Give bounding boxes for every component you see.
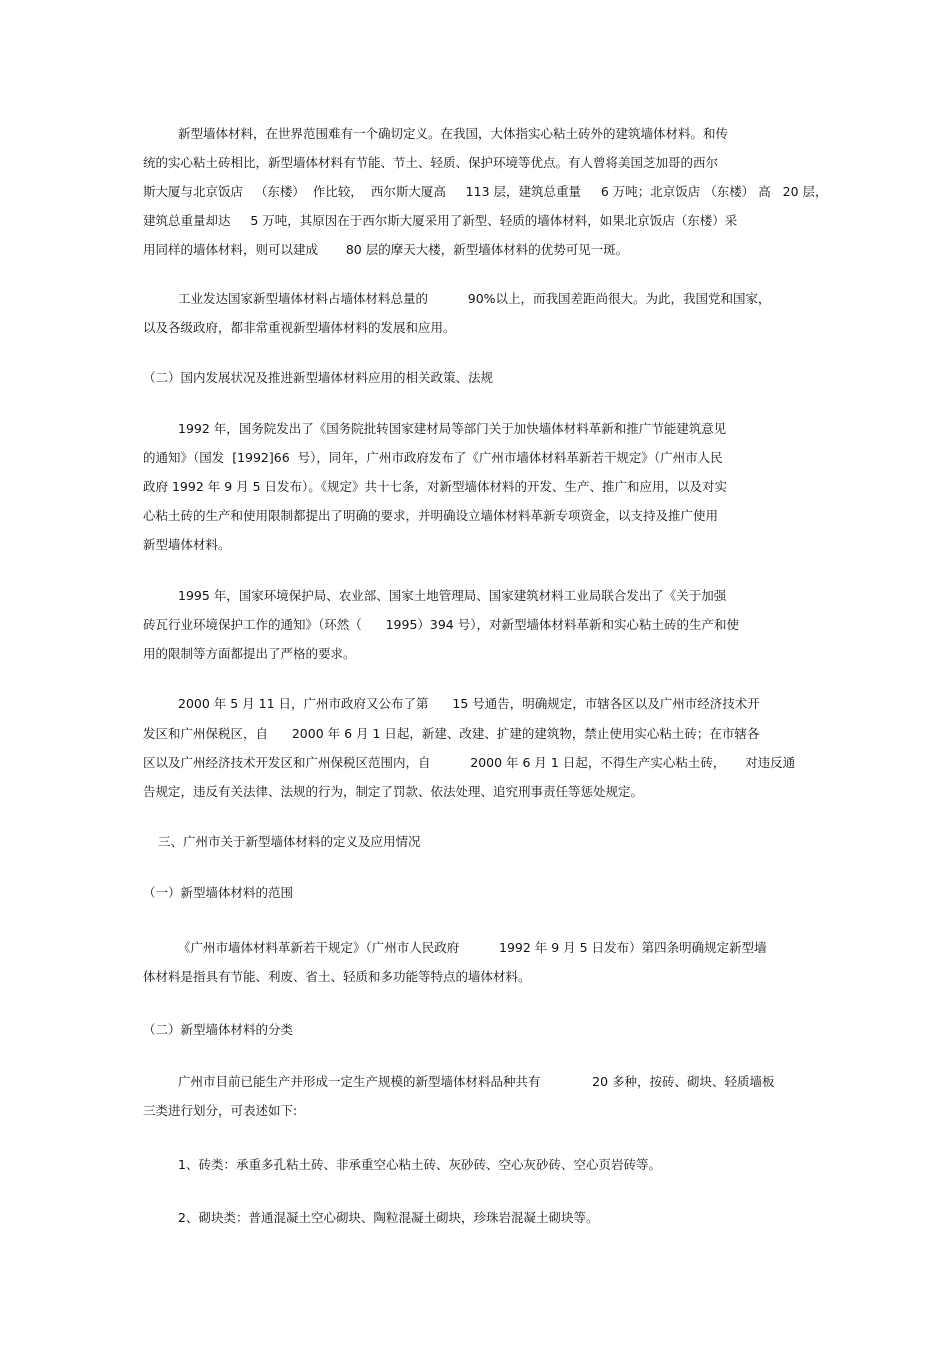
paragraph-2-line-1: 工业发达国家新型墙体材料占墙体材料总量的 90%以上，而我国差距尚很大。为此，我国党和国家， [178,291,771,306]
paragraph-1-line-1: 新型墙体材料，在世界范围难有一个确切定义。在我国，大体指实心粘土砖外的建筑墙体材料。和传 [178,126,729,141]
paragraph-1-line-4: 建筑总重量却达 5 万吨，其原因在于西尔斯大厦采用了新型、轻质的墙体材料，如果北京饭店（东楼）采 [143,213,738,228]
list-item-bricks: 1、砖类：承重多孔粘土砖、非承重空心粘土砖、灰砂砖、空心灰砂砖、空心页岩砖等。 [178,1157,661,1172]
paragraph-2000-line-2: 发区和广州保税区，自 2000 年 6 月 1 日起，新建、改建、扩建的建筑物，禁止使用实心粘土砖；在市辖各 [143,726,760,741]
paragraph-2000-line-4: 告规定，违反有关法律、法规的行为，制定了罚款、依法处理、追究刑事责任等惩处规定。 [143,784,644,799]
paragraph-1995-line-1: 1995 年，国家环境保护局、农业部、国家土地管理局、国家建筑材料工业局联合发出了《关于加强 [178,588,727,603]
paragraph-2000-line-3: 区以及广州经济技术开发区和广州保税区范围内，自 2000 年 6 月 1 日起，不得生产实心粘土砖， 对违反通 [143,755,796,770]
paragraph-1992-line-5: 新型墙体材料。 [143,537,231,552]
paragraph-1992-line-2: 的通知》（国发 [1992]66 号），同年，广州市政府发布了《广州市墙体材料革新若干规定》（广州市人民 [143,450,723,465]
list-item-blocks: 2、砌块类：普通混凝土空心砌块、陶粒混凝土砌块，珍珠岩混凝土砌块等。 [178,1210,599,1225]
paragraph-1995-line-3: 用的限制等方面都提出了严格的要求。 [143,646,356,661]
paragraph-definition-line-1: 《广州市墙体材料革新若干规定》（广州市人民政府 1992 年 9 月 5 日发布）第四条明确规定新型墙 [178,940,767,955]
paragraph-1-line-5: 用同样的墙体材料，则可以建成 80 层的摩天大楼，新型墙体材料的优势可见一斑。 [143,242,629,257]
paragraph-1992-line-1: 1992 年，国务院发出了《国务院批转国家建材局等部门关于加快墙体材料革新和推广节能建筑意见 [178,421,727,436]
paragraph-2000-line-1: 2000 年 5 月 11 日，广州市政府又公布了第 15 号通告，明确规定，市辖各区以及广州市经济技术开 [178,696,760,711]
paragraph-2-line-2: 以及各级政府，都非常重视新型墙体材料的发展和应用。 [143,320,456,335]
paragraph-1992-line-3: 政府 1992 年 9 月 5 日发布）。《规定》共十七条，对新型墙体材料的开发、生产、推广和应用，以及对实 [143,479,728,494]
subsection-heading-classification: （二）新型墙体材料的分类 [143,1022,294,1037]
paragraph-1-line-2: 统的实心粘土砖相比，新型墙体材料有节能、节土、轻质、保护环境等优点。有人曾将美国芝加哥的西尔 [143,155,719,170]
section-heading-domestic: （二）国内发展状况及推进新型墙体材料应用的相关政策、法规 [143,370,494,385]
paragraph-1-line-3: 斯大厦与北京饭店 （东楼） 作比较， 西尔斯大厦高 113 层，建筑总重量 6 万吨；北京饭店 （东楼） 高 20 层， [143,184,828,199]
paragraph-1995-line-2: 砖瓦行业环境保护工作的通知》（环然（ 1995）394 号），对新型墙体材料革新和实心粘土砖的生产和使 [143,617,739,632]
paragraph-1992-line-4: 心粘土砖的生产和使用限制都提出了明确的要求，并明确设立墙体材料革新专项资金，以支持及推广使用 [143,508,719,523]
subsection-heading-scope: （一）新型墙体材料的范围 [143,885,294,900]
paragraph-classification-line-1: 广州市目前已能生产并形成一定生产规模的新型墙体材料品种共有 20 多种，按砖、砌块、轻质墙板 [178,1074,775,1089]
paragraph-definition-line-2: 体材料是指具有节能、利废、省土、轻质和多功能等特点的墙体材料。 [143,969,531,984]
section-heading-three: 三、广州市关于新型墙体材料的定义及应用情况 [158,834,421,849]
paragraph-classification-line-2: 三类进行划分，可表述如下: [143,1103,298,1118]
